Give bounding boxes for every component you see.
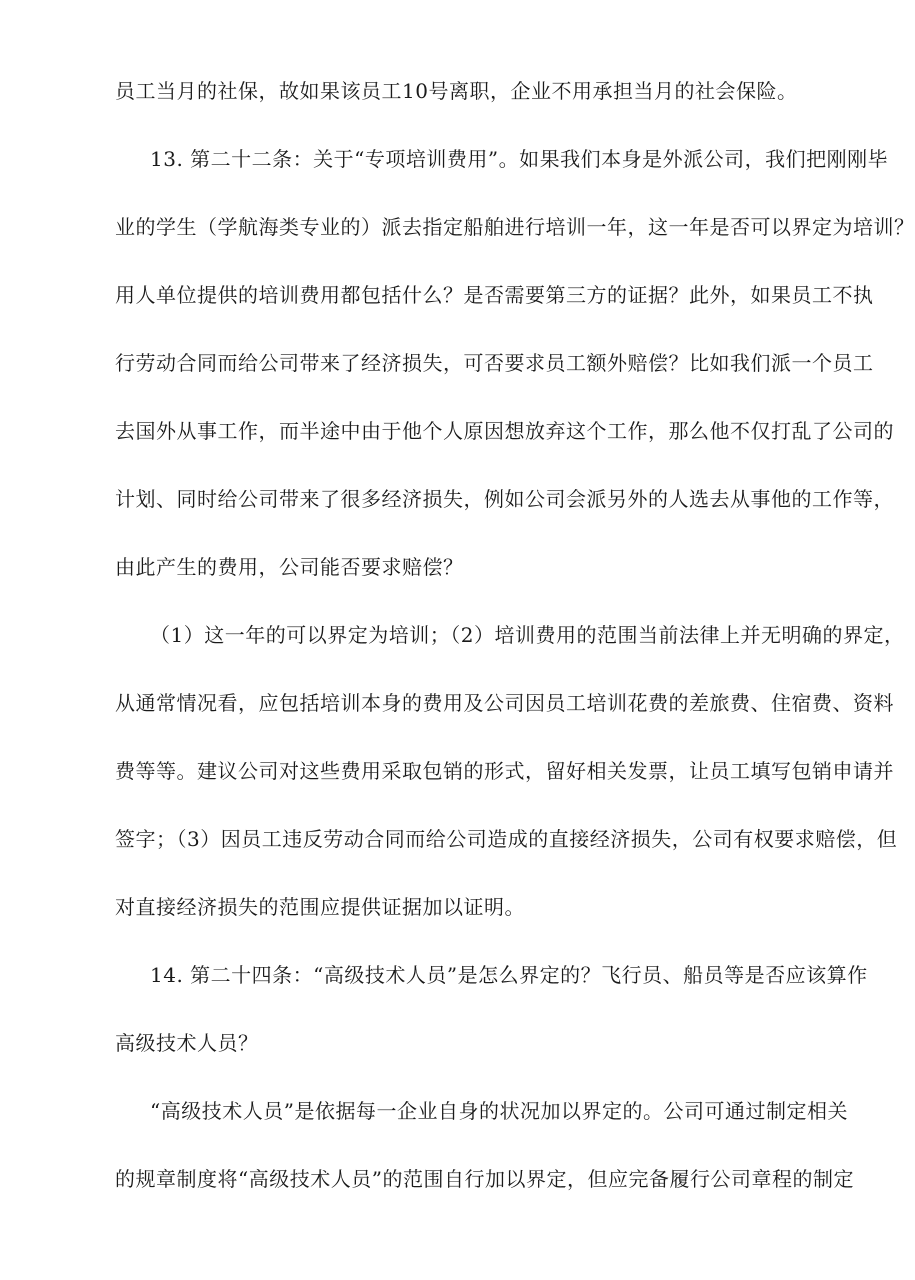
text-line: 计划、同时给公司带来了很多经济损失，例如公司会派另外的人选去从事他的工作等， — [115, 487, 894, 511]
text-line: （1）这一年的可以界定为培训；（2）培训费用的范围当前法律上并无明确的界定， — [150, 623, 905, 647]
text-line: 业的学生（学航海类专业的）派去指定船舶进行培训一年，这一年是否可以界定为培训？ — [115, 215, 915, 239]
text-line: 由此产生的费用，公司能否要求赔偿？ — [115, 555, 464, 579]
text-line: 签字；（3）因员工违反劳动合同而给公司造成的直接经济损失，公司有权要求赔偿，但 — [115, 827, 898, 851]
text-line: 用人单位提供的培训费用都包括什么？是否需要第三方的证据？此外，如果员工不执 — [115, 283, 874, 307]
text-line: “高级技术人员”是依据每一企业自身的状况加以界定的。公司可通过制定相关 — [150, 1099, 848, 1123]
text-line: 对直接经济损失的范围应提供证据加以证明。 — [115, 895, 525, 919]
text-line: 高级技术人员？ — [115, 1031, 259, 1055]
text-line: 员工当月的社保，故如果该员工10号离职，企业不用承担当月的社会保险。 — [115, 79, 798, 103]
text-line: 去国外从事工作，而半途中由于他个人原因想放弃这个工作，那么他不仅打乱了公司的 — [115, 419, 894, 443]
text-line: 行劳动合同而给公司带来了经济损失，可否要求员工额外赔偿？比如我们派一个员工 — [115, 351, 874, 375]
text-line: 的规章制度将“高级技术人员”的范围自行加以界定，但应完备履行公司章程的制定 — [115, 1167, 854, 1191]
text-line: 从通常情况看，应包括培训本身的费用及公司因员工培训花费的差旅费、住宿费、资料 — [115, 691, 894, 715]
text-line: 14. 第二十四条：“高级技术人员”是怎么界定的？飞行员、船员等是否应该算作 — [150, 963, 868, 987]
text-line: 费等等。建议公司对这些费用采取包销的形式，留好相关发票，让员工填写包销申请并 — [115, 759, 894, 783]
text-line: 13. 第二十二条：关于“专项培训费用”。如果我们本身是外派公司，我们把刚刚毕 — [150, 147, 889, 171]
